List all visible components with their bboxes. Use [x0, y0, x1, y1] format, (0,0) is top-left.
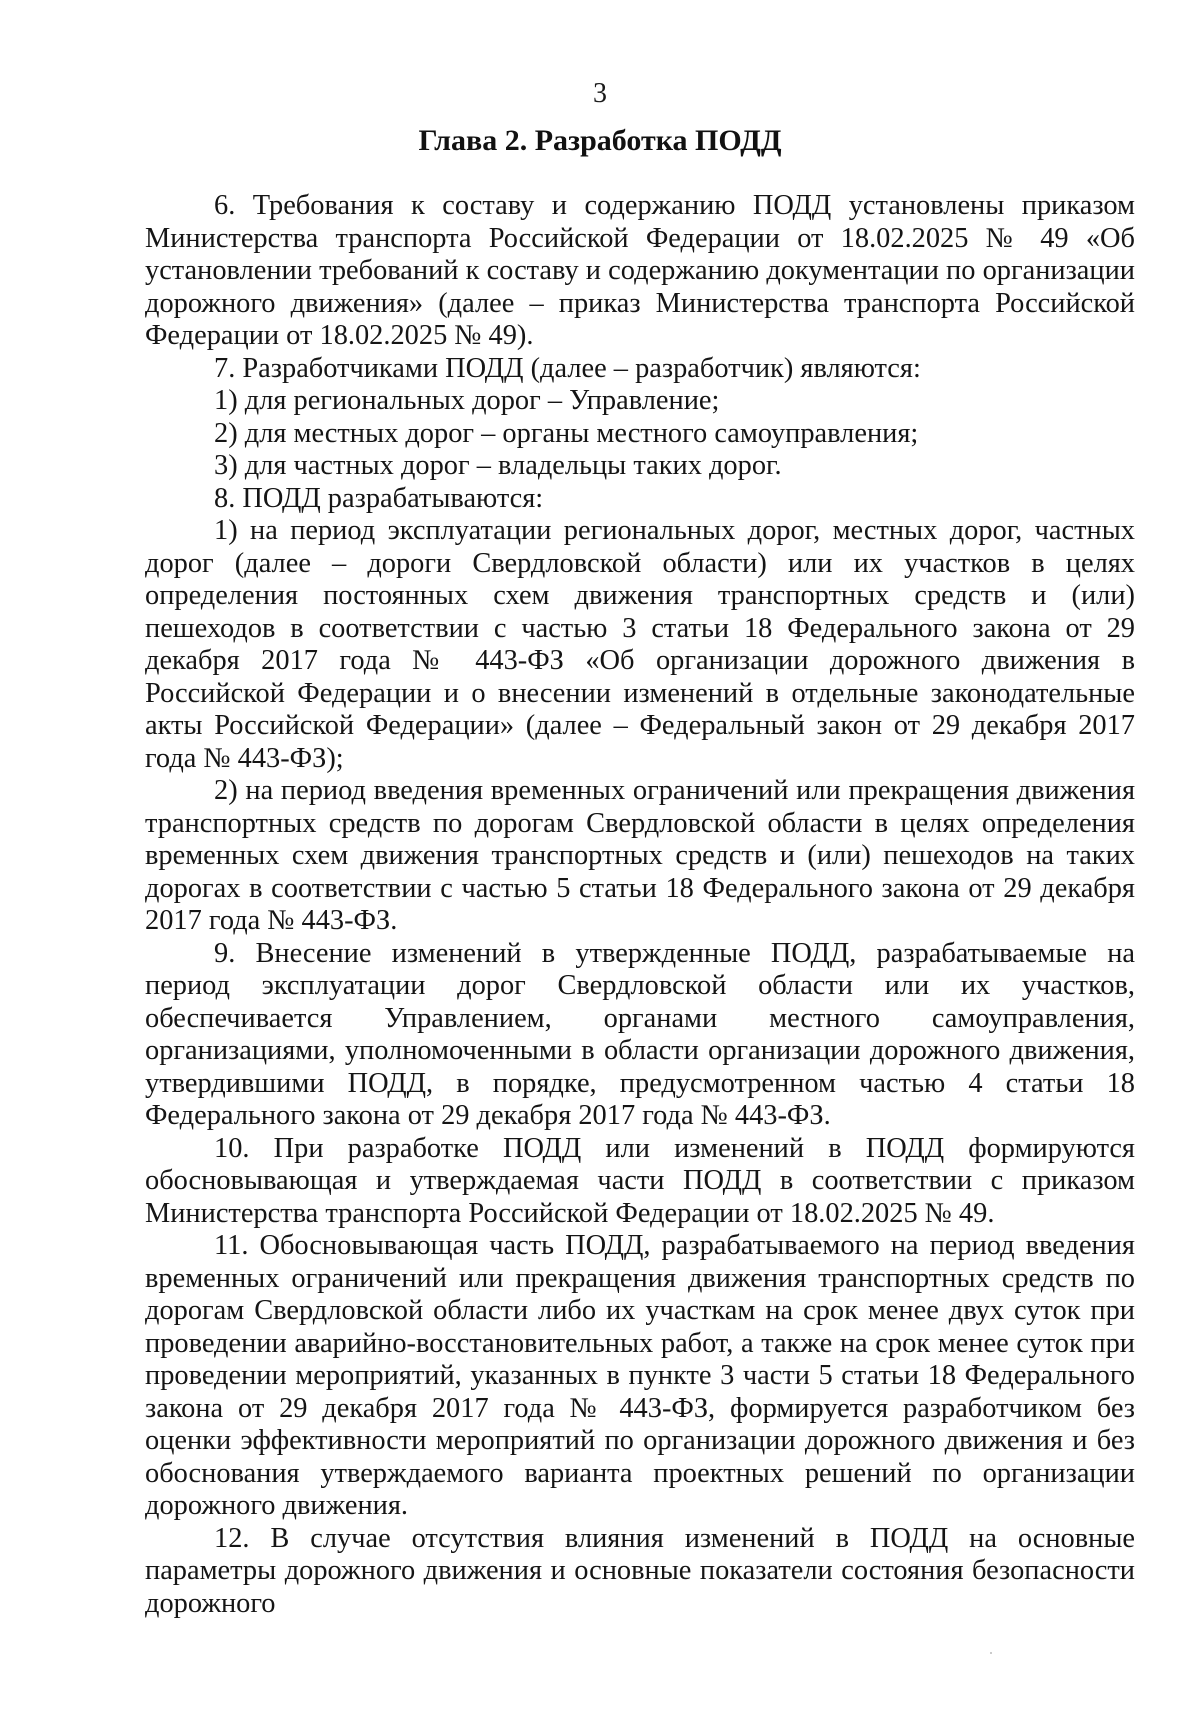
paragraph-11: 11. Обосновывающая часть ПОДД, разрабатываемого на период введения временных ограничений или прекращения движения транспортных средств по дорогам Свердловской области либо их участкам на срок менее двух суток при проведении аварийно-восстановительных работ, а также на срок менее суток при проведении мероприятий, указанных в пункте 3 части 5 статьи 18 Федерального закона от 29 декабря 2017 года № 443-ФЗ, формируется разработчиком без оценки эффективности мероприятий по организации дорожного движения и без обоснования утверждаемого варианта проектных решений по организации дорожного движения.: [145, 1230, 1135, 1521]
paragraph-10: 10. При разработке ПОДД или изменений в ПОДД формируются обосновывающая и утверждаемая части ПОДД в соответствии с приказом Министерства транспорта Российской Федерации от 18.02.2025 № 49.: [145, 1132, 1135, 1229]
paragraph-9: 9. Внесение изменений в утвержденные ПОДД, разрабатываемые на период эксплуатации дорог Свердловской области или их участков, обеспечивается Управлением, органами местного самоуправления, организациями, уполномоченными в области организации дорожного движения, утвердившими ПОДД, в порядке, предусмотренном частью 4 статьи 18 Федерального закона от 29 декабря 2017 года № 443-ФЗ.: [145, 937, 1135, 1131]
chapter-title: Глава 2. Разработка ПОДД: [418, 124, 782, 157]
paragraph-12: 12. В случае отсутствия влияния изменений в ПОДД на основные параметры дорожного движения и основные показатели состояния безопасности дорожного: [145, 1522, 1135, 1619]
paragraph-7-item-2: 2) для местных дорог – органы местного самоуправления;: [214, 417, 919, 449]
paragraph-7-item-1: 1) для региональных дорог – Управление;: [214, 385, 720, 416]
paragraph-6: 6. Требования к составу и содержанию ПОДД установлены приказом Министерства транспорта Российской Федерации от 18.02.2025 № 49 «Об установлении требований к составу и содержанию документации по организации дорожного движения» (далее – приказ Министерства транспорта Российской Федерации от 18.02.2025 № 49).: [145, 190, 1135, 351]
paragraph-7: 7. Разработчиками ПОДД (далее – разработчик) являются:: [214, 352, 921, 384]
document-body: [145, 190, 1135, 1620]
paragraph-7-item-3: 3) для частных дорог – владельцы таких дорог.: [214, 450, 782, 481]
paragraph-8-item-1: 1) на период эксплуатации региональных дорог, местных дорог, частных дорог (далее – дороги Свердловской области) или их участков в целях определения постоянных схем движения транспортных средств и (или) пешеходов в соответствии с частью 3 статьи 18 Федерального закона от 29 декабря 2017 года № 443-ФЗ «Об организации дорожного движения в Российской Федерации и о внесении изменений в отдельные законодательные акты Российской Федерации» (далее – Федеральный закон от 29 декабря 2017 года № 443-ФЗ);: [145, 515, 1135, 774]
scan-speck: [990, 1652, 992, 1654]
page-number: 3: [593, 78, 607, 109]
paragraph-8-item-2: 2) на период введения временных ограничений или прекращения движения транспортных средств по дорогам Свердловской области в целях определения временных схем движения транспортных средств и (или) пешеходов на таких дорогах в соответствии с частью 5 статьи 18 Федерального закона от 29 декабря 2017 года № 443-ФЗ.: [145, 775, 1135, 936]
paragraph-8: 8. ПОДД разрабатываются:: [214, 482, 544, 514]
